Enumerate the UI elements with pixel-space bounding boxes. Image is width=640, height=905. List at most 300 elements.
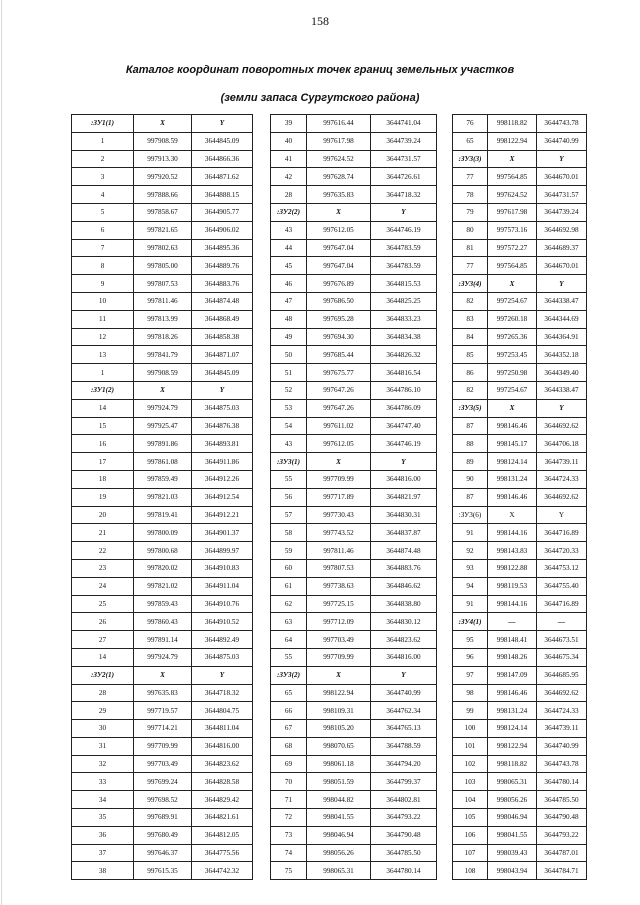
y-header: Y bbox=[192, 381, 253, 399]
x-coordinate: 998118.82 bbox=[488, 755, 537, 773]
coordinate-row bbox=[271, 488, 437, 506]
y-coordinate: 3644876.38 bbox=[192, 417, 253, 435]
point-number: 39 bbox=[271, 115, 307, 133]
y-coordinate: 3644720.33 bbox=[537, 542, 587, 560]
coordinate-row bbox=[453, 328, 587, 346]
coordinate-row bbox=[72, 720, 253, 738]
y-coordinate: 3644911.04 bbox=[192, 577, 253, 595]
point-number: 12 bbox=[72, 328, 134, 346]
x-coordinate: 998146.46 bbox=[488, 684, 537, 702]
x-coordinate: 997859.43 bbox=[134, 595, 192, 613]
x-coordinate: 998039.43 bbox=[488, 844, 537, 862]
coordinate-row bbox=[271, 648, 437, 666]
x-coordinate: 997685.44 bbox=[307, 346, 371, 364]
x-coordinate: 998148.41 bbox=[488, 631, 537, 649]
y-coordinate: 3644833.23 bbox=[371, 310, 437, 328]
y-coordinate: 3644685.95 bbox=[537, 666, 587, 684]
point-number: 79 bbox=[453, 203, 488, 221]
coordinate-row bbox=[271, 791, 437, 809]
y-coordinate: 3644910.52 bbox=[192, 613, 253, 631]
x-coordinate: 998122.94 bbox=[488, 737, 537, 755]
point-number: 34 bbox=[72, 791, 134, 809]
page-number: 158 bbox=[311, 14, 329, 28]
x-coordinate: 997617.98 bbox=[307, 132, 371, 150]
section-header-row bbox=[72, 115, 253, 133]
point-number: 9 bbox=[72, 275, 134, 293]
section-label: :ЗУ2(2) bbox=[271, 203, 307, 221]
y-coordinate: 3644746.19 bbox=[371, 221, 437, 239]
coordinate-row bbox=[453, 239, 587, 257]
y-coordinate: 3644739.11 bbox=[537, 453, 587, 471]
y-coordinate: 3644845.09 bbox=[192, 132, 253, 150]
coordinate-row bbox=[453, 666, 587, 684]
y-coordinate: 3644899.97 bbox=[192, 542, 253, 560]
coordinate-row bbox=[271, 115, 437, 133]
x-header: X bbox=[134, 666, 192, 684]
section-label: :ЗУ4(1) bbox=[453, 613, 488, 631]
y-coordinate: 3644692.62 bbox=[537, 488, 587, 506]
section-header-row bbox=[453, 399, 587, 417]
y-coordinate: 3644344.69 bbox=[537, 310, 587, 328]
x-coordinate: 998144.16 bbox=[488, 595, 537, 613]
coordinate-row bbox=[453, 346, 587, 364]
y-coordinate: 3644724.33 bbox=[537, 702, 587, 720]
x-coordinate: 997624.52 bbox=[488, 186, 537, 204]
x-coordinate: 998143.83 bbox=[488, 542, 537, 560]
y-coordinate: 3644874.48 bbox=[192, 292, 253, 310]
y-coordinate: 3644816.00 bbox=[371, 470, 437, 488]
point-number: 35 bbox=[72, 809, 134, 827]
x-coordinate: 997564.85 bbox=[488, 168, 537, 186]
x-coordinate: 997253.45 bbox=[488, 346, 537, 364]
point-number: 95 bbox=[453, 631, 488, 649]
y-coordinate: 3644670.01 bbox=[537, 168, 587, 186]
coordinate-row bbox=[271, 257, 437, 275]
point-number: 80 bbox=[453, 221, 488, 239]
y-coordinate: 3644783.59 bbox=[371, 239, 437, 257]
coordinate-row bbox=[271, 506, 437, 524]
point-number: 76 bbox=[453, 115, 488, 133]
y-coordinate: 3644724.33 bbox=[537, 470, 587, 488]
y-coordinate: 3644743.78 bbox=[537, 755, 587, 773]
section-label: :ЗУ1(2) bbox=[72, 381, 134, 399]
y-coordinate: 3644743.78 bbox=[537, 115, 587, 133]
section-label: :ЗУ1(1) bbox=[72, 115, 134, 133]
point-number: 7 bbox=[72, 239, 134, 257]
x-coordinate: 998131.24 bbox=[488, 470, 537, 488]
coordinate-row bbox=[72, 417, 253, 435]
y-coordinate: 3644906.02 bbox=[192, 221, 253, 239]
section-header-row bbox=[271, 203, 437, 221]
x-coordinate: 997819.41 bbox=[134, 506, 192, 524]
y-coordinate: 3644740.99 bbox=[371, 684, 437, 702]
point-number: 78 bbox=[453, 186, 488, 204]
x-coordinate: 997617.98 bbox=[488, 203, 537, 221]
y-coordinate: 3644790.48 bbox=[537, 809, 587, 827]
coordinate-row bbox=[72, 203, 253, 221]
point-number: 28 bbox=[271, 186, 307, 204]
y-header: Y bbox=[192, 115, 253, 133]
point-number: 22 bbox=[72, 542, 134, 560]
point-number: 24 bbox=[72, 577, 134, 595]
y-coordinate: 3644793.22 bbox=[537, 826, 587, 844]
x-coordinate: 997807.53 bbox=[134, 275, 192, 293]
point-number: 18 bbox=[72, 470, 134, 488]
y-coordinate: 3644352.18 bbox=[537, 346, 587, 364]
y-coordinate: 3644883.76 bbox=[192, 275, 253, 293]
x-coordinate: 997646.37 bbox=[134, 844, 192, 862]
y-header: Y bbox=[537, 399, 587, 417]
x-coordinate: 997254.67 bbox=[488, 292, 537, 310]
x-coordinate: 997616.44 bbox=[307, 115, 371, 133]
point-number: 29 bbox=[72, 702, 134, 720]
y-coordinate: 3644816.00 bbox=[371, 648, 437, 666]
x-coordinate: 997615.35 bbox=[134, 862, 192, 880]
section-label: :ЗУ3(4) bbox=[453, 275, 488, 293]
coordinate-row bbox=[271, 559, 437, 577]
point-number: 74 bbox=[271, 844, 307, 862]
y-coordinate: 3644828.58 bbox=[192, 773, 253, 791]
point-number: 93 bbox=[453, 559, 488, 577]
point-number: 1 bbox=[72, 364, 134, 382]
coordinate-row bbox=[453, 435, 587, 453]
coordinate-row bbox=[271, 328, 437, 346]
y-coordinate: 3644883.76 bbox=[371, 559, 437, 577]
y-coordinate: 3644670.01 bbox=[537, 257, 587, 275]
point-number: 72 bbox=[271, 809, 307, 827]
x-header: X bbox=[488, 150, 537, 168]
y-coordinate: 3644830.31 bbox=[371, 506, 437, 524]
x-coordinate: 997891.14 bbox=[134, 631, 192, 649]
y-header: Y bbox=[371, 203, 437, 221]
x-coordinate: 997612.05 bbox=[307, 221, 371, 239]
y-coordinate: 3644675.34 bbox=[537, 648, 587, 666]
point-number: 107 bbox=[453, 844, 488, 862]
x-coordinate: 997811.46 bbox=[134, 292, 192, 310]
point-number: 10 bbox=[72, 292, 134, 310]
point-number: 42 bbox=[271, 168, 307, 186]
point-number: 8 bbox=[72, 257, 134, 275]
y-coordinate: 3644892.49 bbox=[192, 631, 253, 649]
point-number: 94 bbox=[453, 577, 488, 595]
coordinate-row bbox=[453, 755, 587, 773]
coordinate-row bbox=[271, 542, 437, 560]
y-coordinate: 3644802.81 bbox=[371, 791, 437, 809]
y-coordinate: 3644794.20 bbox=[371, 755, 437, 773]
x-coordinate: 997860.43 bbox=[134, 613, 192, 631]
point-number: 19 bbox=[72, 488, 134, 506]
x-coordinate: 997841.79 bbox=[134, 346, 192, 364]
y-coordinate: 3644893.81 bbox=[192, 435, 253, 453]
coordinate-row bbox=[72, 826, 253, 844]
coordinate-row bbox=[271, 720, 437, 738]
coordinate-row bbox=[453, 221, 587, 239]
coordinate-row bbox=[72, 559, 253, 577]
y-coordinate: 3644846.62 bbox=[371, 577, 437, 595]
point-number: 54 bbox=[271, 417, 307, 435]
point-number: 41 bbox=[271, 150, 307, 168]
point-number: 40 bbox=[271, 132, 307, 150]
x-header: X bbox=[307, 666, 371, 684]
y-coordinate: 3644868.49 bbox=[192, 310, 253, 328]
x-coordinate: 997858.67 bbox=[134, 203, 192, 221]
x-coordinate: 998119.53 bbox=[488, 577, 537, 595]
point-number: 37 bbox=[72, 844, 134, 862]
coordinate-row bbox=[72, 453, 253, 471]
point-number: 6 bbox=[72, 221, 134, 239]
y-coordinate: 3644790.48 bbox=[371, 826, 437, 844]
coordinate-row bbox=[453, 737, 587, 755]
x-coordinate: 997800.09 bbox=[134, 524, 192, 542]
coordinate-row bbox=[271, 168, 437, 186]
point-number: 61 bbox=[271, 577, 307, 595]
x-coordinate: 998043.94 bbox=[488, 862, 537, 880]
point-number: 60 bbox=[271, 559, 307, 577]
coordinate-row bbox=[453, 702, 587, 720]
x-coordinate: 998046.94 bbox=[488, 809, 537, 827]
x-coordinate: 997908.59 bbox=[134, 364, 192, 382]
point-number: 46 bbox=[271, 275, 307, 293]
coordinate-row bbox=[453, 257, 587, 275]
y-coordinate: 3644866.36 bbox=[192, 150, 253, 168]
x-coordinate: 997612.05 bbox=[307, 435, 371, 453]
x-coordinate: 997689.91 bbox=[134, 809, 192, 827]
coordinate-row bbox=[271, 132, 437, 150]
x-coordinate: 998065.31 bbox=[307, 862, 371, 880]
y-coordinate: 3644740.99 bbox=[537, 132, 587, 150]
x-coordinate: 997698.52 bbox=[134, 791, 192, 809]
point-number: 26 bbox=[72, 613, 134, 631]
section-label: :ЗУ2(1) bbox=[72, 666, 134, 684]
coordinate-row bbox=[72, 648, 253, 666]
y-header: Y bbox=[537, 150, 587, 168]
x-coordinate: 997888.66 bbox=[134, 186, 192, 204]
point-number: 57 bbox=[271, 506, 307, 524]
x-coordinate: 997717.89 bbox=[307, 488, 371, 506]
x-coordinate: 998145.17 bbox=[488, 435, 537, 453]
point-number: 63 bbox=[271, 613, 307, 631]
x-coordinate: 997628.74 bbox=[307, 168, 371, 186]
coordinate-row bbox=[453, 826, 587, 844]
point-number: 108 bbox=[453, 862, 488, 880]
coordinate-row bbox=[271, 809, 437, 827]
y-coordinate: 3644816.00 bbox=[192, 737, 253, 755]
x-coordinate: 997699.24 bbox=[134, 773, 192, 791]
coordinate-row bbox=[453, 470, 587, 488]
x-coordinate: 997859.49 bbox=[134, 470, 192, 488]
y-coordinate: 3644895.36 bbox=[192, 239, 253, 257]
y-coordinate: 3644825.25 bbox=[371, 292, 437, 310]
x-header: — bbox=[488, 613, 537, 631]
x-coordinate: 997805.00 bbox=[134, 257, 192, 275]
y-coordinate: 3644349.40 bbox=[537, 364, 587, 382]
point-number: 73 bbox=[271, 826, 307, 844]
x-coordinate: 998118.82 bbox=[488, 115, 537, 133]
point-number: 21 bbox=[72, 524, 134, 542]
y-coordinate: 3644775.56 bbox=[192, 844, 253, 862]
point-number: 85 bbox=[453, 346, 488, 364]
point-number: 23 bbox=[72, 559, 134, 577]
x-coordinate: 998056.26 bbox=[307, 844, 371, 862]
coordinate-row bbox=[271, 239, 437, 257]
x-coordinate: 998146.46 bbox=[488, 488, 537, 506]
y-coordinate: 3644910.83 bbox=[192, 559, 253, 577]
coordinate-row bbox=[271, 186, 437, 204]
x-coordinate: 997611.02 bbox=[307, 417, 371, 435]
point-number: 52 bbox=[271, 381, 307, 399]
y-coordinate: 3644741.04 bbox=[371, 115, 437, 133]
point-number: 100 bbox=[453, 720, 488, 738]
coordinate-row bbox=[271, 862, 437, 880]
point-number: 98 bbox=[453, 684, 488, 702]
coordinate-row bbox=[453, 364, 587, 382]
y-coordinate: 3644716.89 bbox=[537, 524, 587, 542]
section-header-row bbox=[453, 150, 587, 168]
x-coordinate: 997647.04 bbox=[307, 239, 371, 257]
y-header: — bbox=[537, 613, 587, 631]
x-coordinate: 997925.47 bbox=[134, 417, 192, 435]
coordinate-row bbox=[453, 115, 587, 133]
y-coordinate: 3644875.03 bbox=[192, 648, 253, 666]
x-coordinate: 997695.28 bbox=[307, 310, 371, 328]
point-number: 16 bbox=[72, 435, 134, 453]
coordinate-row bbox=[271, 435, 437, 453]
coordinate-row bbox=[453, 595, 587, 613]
catalog-subtitle: (земли запаса Сургутского района) bbox=[220, 92, 420, 104]
coordinate-row bbox=[271, 631, 437, 649]
y-header: Y bbox=[192, 666, 253, 684]
x-coordinate: 997709.99 bbox=[134, 737, 192, 755]
point-number: 53 bbox=[271, 399, 307, 417]
y-coordinate: 3644911.86 bbox=[192, 453, 253, 471]
coordinate-row bbox=[72, 755, 253, 773]
y-header: Y bbox=[537, 506, 587, 524]
point-number: 65 bbox=[453, 132, 488, 150]
coordinate-row bbox=[453, 791, 587, 809]
point-number: 48 bbox=[271, 310, 307, 328]
point-number: 3 bbox=[72, 168, 134, 186]
y-coordinate: 3644834.38 bbox=[371, 328, 437, 346]
y-coordinate: 3644746.19 bbox=[371, 435, 437, 453]
point-number: 64 bbox=[271, 631, 307, 649]
point-number: 62 bbox=[271, 595, 307, 613]
y-coordinate: 3644755.40 bbox=[537, 577, 587, 595]
y-coordinate: 3644338.47 bbox=[537, 381, 587, 399]
y-coordinate: 3644716.89 bbox=[537, 595, 587, 613]
point-number: 11 bbox=[72, 310, 134, 328]
point-number: 67 bbox=[271, 720, 307, 738]
coordinate-row bbox=[72, 791, 253, 809]
coordinate-row bbox=[271, 524, 437, 542]
y-coordinate: 3644858.38 bbox=[192, 328, 253, 346]
point-number: 56 bbox=[271, 488, 307, 506]
coordinate-row bbox=[453, 577, 587, 595]
coordinate-row bbox=[72, 239, 253, 257]
x-coordinate: 997676.89 bbox=[307, 275, 371, 293]
point-number: 25 bbox=[72, 595, 134, 613]
point-number: 44 bbox=[271, 239, 307, 257]
coordinate-row bbox=[72, 435, 253, 453]
y-coordinate: 3644718.32 bbox=[371, 186, 437, 204]
y-coordinate: 3644901.37 bbox=[192, 524, 253, 542]
x-coordinate: 997821.03 bbox=[134, 488, 192, 506]
coordinate-row bbox=[453, 542, 587, 560]
point-number: 55 bbox=[271, 648, 307, 666]
coordinate-row bbox=[453, 773, 587, 791]
coordinate-row bbox=[72, 506, 253, 524]
y-coordinate: 3644786.09 bbox=[371, 399, 437, 417]
coordinate-row bbox=[72, 773, 253, 791]
point-number: 105 bbox=[453, 809, 488, 827]
x-coordinate: 997635.83 bbox=[307, 186, 371, 204]
coordinate-row bbox=[72, 310, 253, 328]
point-number: 38 bbox=[72, 862, 134, 880]
coordinate-row bbox=[453, 862, 587, 880]
y-coordinate: 3644875.03 bbox=[192, 399, 253, 417]
y-coordinate: 3644740.99 bbox=[537, 737, 587, 755]
x-header: X bbox=[307, 453, 371, 471]
point-number: 59 bbox=[271, 542, 307, 560]
x-coordinate: 997908.59 bbox=[134, 132, 192, 150]
x-coordinate: 997712.09 bbox=[307, 613, 371, 631]
y-coordinate: 3644811.04 bbox=[192, 720, 253, 738]
point-number: 4 bbox=[72, 186, 134, 204]
y-coordinate: 3644747.40 bbox=[371, 417, 437, 435]
x-coordinate: 998065.31 bbox=[488, 773, 537, 791]
x-coordinate: 997738.63 bbox=[307, 577, 371, 595]
point-number: 82 bbox=[453, 381, 488, 399]
x-coordinate: 997647.26 bbox=[307, 399, 371, 417]
point-number: 55 bbox=[271, 470, 307, 488]
y-coordinate: 3644689.37 bbox=[537, 239, 587, 257]
coordinate-row bbox=[453, 809, 587, 827]
x-header: X bbox=[488, 506, 537, 524]
coordinate-row bbox=[72, 221, 253, 239]
x-coordinate: 998041.55 bbox=[307, 809, 371, 827]
section-label: :ЗУ3(3) bbox=[453, 150, 488, 168]
coordinates-table-right bbox=[452, 114, 587, 880]
y-coordinate: 3644889.76 bbox=[192, 257, 253, 275]
y-coordinate: 3644742.32 bbox=[192, 862, 253, 880]
coordinate-row bbox=[453, 559, 587, 577]
point-number: 82 bbox=[453, 292, 488, 310]
coordinate-row bbox=[271, 613, 437, 631]
point-number: 90 bbox=[453, 470, 488, 488]
y-coordinate: 3644812.05 bbox=[192, 826, 253, 844]
y-coordinate: 3644793.22 bbox=[371, 809, 437, 827]
y-header: Y bbox=[537, 275, 587, 293]
point-number: 75 bbox=[271, 862, 307, 880]
point-number: 17 bbox=[72, 453, 134, 471]
y-coordinate: 3644837.87 bbox=[371, 524, 437, 542]
section-header-row bbox=[72, 666, 253, 684]
x-header: X bbox=[134, 115, 192, 133]
coordinate-row bbox=[72, 542, 253, 560]
point-number: 77 bbox=[453, 168, 488, 186]
coordinate-row bbox=[271, 310, 437, 328]
point-number: 81 bbox=[453, 239, 488, 257]
coordinates-table-middle bbox=[270, 114, 437, 880]
point-number: 20 bbox=[72, 506, 134, 524]
x-coordinate: 997564.85 bbox=[488, 257, 537, 275]
x-coordinate: 997813.99 bbox=[134, 310, 192, 328]
x-coordinate: 997818.26 bbox=[134, 328, 192, 346]
coordinate-row bbox=[72, 328, 253, 346]
point-number: 45 bbox=[271, 257, 307, 275]
x-coordinate: 997709.99 bbox=[307, 470, 371, 488]
section-header-row bbox=[453, 613, 587, 631]
x-coordinate: 997821.65 bbox=[134, 221, 192, 239]
